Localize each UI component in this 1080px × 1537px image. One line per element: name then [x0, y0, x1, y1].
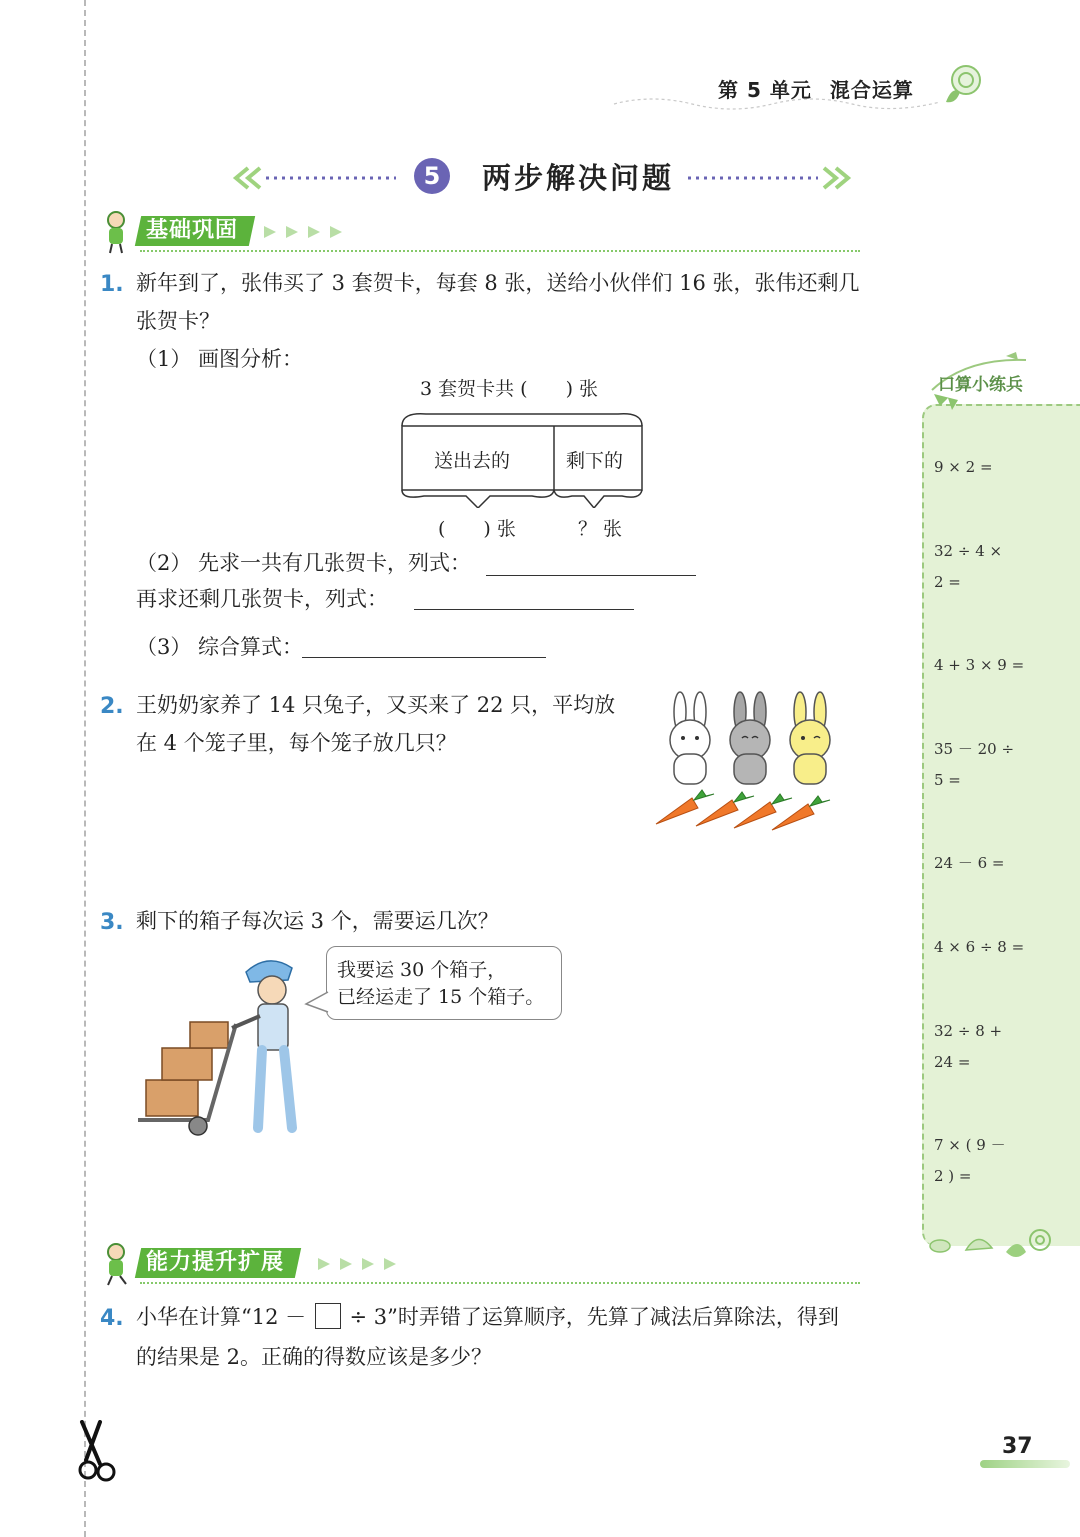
banner-arrows-icon: [264, 224, 354, 240]
lesson-title: 两步解决问题: [482, 161, 675, 195]
section-label-advanced: 能力提升扩展: [135, 1248, 301, 1278]
worker-with-cart-illustration: [132, 952, 332, 1138]
title-right-arrow-icon: [684, 164, 852, 192]
question-1-line1: 新年到了，张伟买了 3 套贺卡，每套 8 张，送给小伙伴们 16 张，张伟还剩几: [136, 271, 860, 295]
speech-bubble-line1: 我要运 30 个箱子，: [337, 959, 507, 981]
question-2-line1: 王奶奶家养了 14 只兔子，又买来了 22 只，平均放: [136, 693, 616, 717]
section-banner-basic: [100, 210, 870, 258]
banner-arrows-icon: [318, 1256, 408, 1272]
question-number-4: 4.: [100, 1306, 124, 1331]
rabbits-carrots-illustration: [650, 688, 840, 834]
oral-item-2: 32 ÷ 4 × 2 =: [934, 542, 1003, 591]
question-4-line1: [136, 1298, 926, 1336]
oral-item-8: 7 × ( 9 － 2 ) =: [934, 1136, 1006, 1185]
boxes-icon: [146, 1022, 228, 1116]
sidebar-title: 口算小练兵: [938, 375, 1023, 395]
student-mascot-icon: [100, 1242, 132, 1286]
unit-topic: 混合运算: [829, 78, 914, 102]
cut-line: [84, 0, 86, 1537]
section-banner-advanced: [100, 1242, 870, 1290]
question-1-part1: （1） 画图分析：: [136, 347, 304, 371]
question-number-3: 3.: [100, 910, 124, 935]
section-label-basic: 基础巩固: [135, 216, 255, 246]
question-3-text: 剩下的箱子每次运 3 个，需要运几次？: [136, 909, 499, 933]
yellow-rabbit-icon: [790, 692, 830, 784]
answer-blank-2a[interactable]: [486, 552, 696, 576]
oral-item-1: 9 × 2 =: [934, 458, 993, 476]
question-2-text: [136, 686, 676, 762]
diagram-remaining-label: 剩下的: [566, 450, 624, 472]
unit-number: 第 5 单元: [718, 78, 812, 102]
question-number-2: 2.: [100, 694, 124, 719]
sidebar-footer-decoration: [926, 1222, 1056, 1266]
question-1-part2b: 再求还剩几张贺卡，列式：: [136, 587, 388, 611]
answer-box[interactable]: [315, 1303, 341, 1329]
question-2-line2: 在 4 个笼子里，每个笼子放几只？: [136, 731, 457, 755]
question-4-line2: 的结果是 2。正确的得数应该是多少？: [136, 1345, 493, 1369]
oral-item-6: 4 × 6 ÷ 8 =: [934, 938, 1025, 956]
question-1-part2a: （2） 先求一共有几张贺卡，列式：: [136, 551, 472, 575]
question-1-line2: 张贺卡？: [136, 309, 220, 333]
question-4-line1-start: 小华在计算“12 －: [136, 1305, 307, 1329]
banner-dotted-line: [140, 250, 860, 252]
page-number: 37: [1002, 1434, 1033, 1459]
student-mascot-icon: [100, 210, 132, 254]
banner-dotted-line: [140, 1282, 860, 1284]
diagram-bottom-left-label: ( ) 张: [438, 518, 516, 540]
oral-item-3: 4 + 3 × 9 =: [934, 656, 1025, 674]
diagram-bottom-right-label: ？ 张: [578, 518, 623, 540]
title-left-arrow-icon: [232, 164, 400, 192]
oral-item-4: 35 － 20 ÷ 5 =: [934, 740, 1015, 789]
white-rabbit-icon: [670, 692, 710, 784]
lesson-number-badge: 5: [414, 158, 450, 194]
speech-bubble-line2: 已经运走了 15 个箱子。: [337, 986, 545, 1008]
answer-blank-2b[interactable]: [414, 586, 634, 610]
scissors-icon: [70, 1420, 122, 1484]
worker-icon: [232, 961, 292, 1128]
question-4-line1-end: ÷ 3”时弄错了运算顺序，先算了减法后算除法，得到: [349, 1305, 839, 1329]
gray-rabbit-icon: [730, 692, 770, 784]
oral-practice-sidebar: [922, 404, 1080, 1246]
header-swirl-decoration: [612, 92, 942, 112]
speech-bubble-tail: [304, 990, 330, 1016]
question-1-part3: （3） 综合算式：: [136, 635, 304, 659]
question-1-text: [136, 264, 916, 340]
oral-item-7: 32 ÷ 8 + 24 =: [934, 1022, 1003, 1071]
diagram-top-label: 3 套贺卡共 ( ) 张: [420, 378, 599, 400]
speech-bubble: [326, 946, 562, 1020]
question-number-1: 1.: [100, 272, 124, 297]
leaf-icon: [938, 62, 986, 110]
page-number-bar: [980, 1460, 1070, 1468]
answer-blank-3[interactable]: [302, 634, 546, 658]
diagram-sent-label: 送出去的: [434, 450, 511, 472]
carrots-icon: [656, 790, 830, 830]
oral-item-5: 24 － 6 =: [934, 854, 1005, 872]
